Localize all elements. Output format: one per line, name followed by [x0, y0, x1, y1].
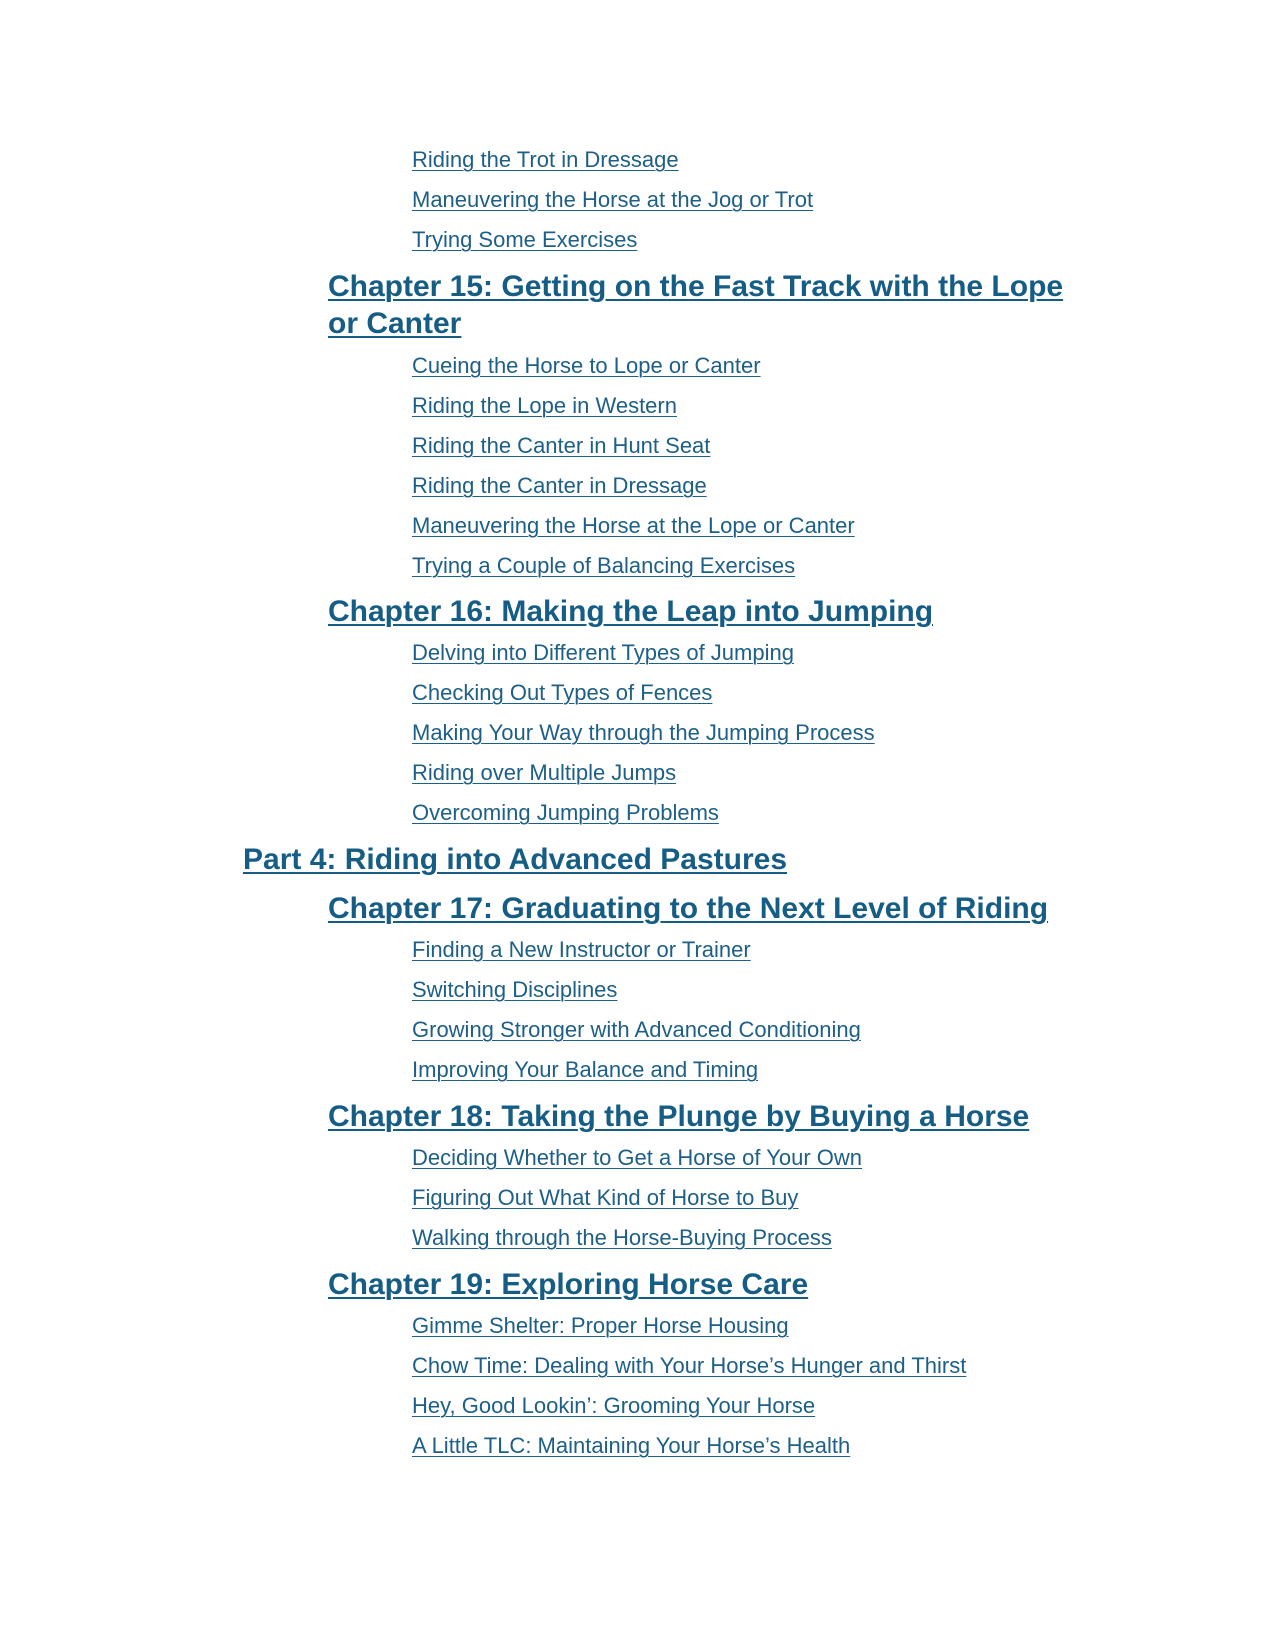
toc-section-link[interactable]: Riding the Canter in Dressage [412, 473, 707, 498]
toc-section-link[interactable]: Riding over Multiple Jumps [412, 760, 677, 785]
toc-section-link[interactable]: Walking through the Horse-Buying Process [412, 1225, 832, 1250]
toc-section-link[interactable]: Cueing the Horse to Lope or Canter [412, 353, 761, 378]
toc-section-link[interactable]: Delving into Different Types of Jumping [412, 640, 794, 665]
toc-section-link[interactable]: Checking Out Types of Fences [412, 680, 713, 705]
toc-section-link[interactable]: Maneuvering the Horse at the Lope or Canter [412, 513, 855, 538]
toc-section-link[interactable]: Improving Your Balance and Timing [412, 1057, 759, 1082]
toc-chapter-link-continued[interactable]: or Canter [328, 307, 462, 340]
toc-section-link[interactable]: Maneuvering the Horse at the Jog or Trot [412, 187, 814, 212]
toc-section-link[interactable]: Finding a New Instructor or Trainer [412, 937, 751, 962]
toc-section-link[interactable]: Trying a Couple of Balancing Exercises [412, 553, 796, 578]
toc-chapter-link[interactable]: Chapter 16: Making the Leap into Jumping [328, 595, 934, 628]
toc-section-link[interactable]: Riding the Canter in Hunt Seat [412, 433, 711, 458]
toc-section-link[interactable]: Riding the Lope in Western [412, 393, 677, 418]
toc-section-link[interactable]: Chow Time: Dealing with Your Horse’s Hunger and Thirst [412, 1353, 967, 1378]
toc-section-link[interactable]: Switching Disciplines [412, 977, 618, 1002]
toc-section-link[interactable]: Making Your Way through the Jumping Process [412, 720, 875, 745]
toc-chapter-link[interactable]: Chapter 19: Exploring Horse Care [328, 1268, 809, 1301]
toc-chapter-link[interactable]: Chapter 17: Graduating to the Next Level of Riding [328, 892, 1049, 925]
toc-chapter-link[interactable]: Chapter 18: Taking the Plunge by Buying a Horse [328, 1100, 1030, 1133]
toc-section-link[interactable]: Riding the Trot in Dressage [412, 147, 679, 172]
toc-section-link[interactable]: Growing Stronger with Advanced Conditioning [412, 1017, 861, 1042]
toc-section-link[interactable]: Trying Some Exercises [412, 227, 638, 252]
toc-section-link[interactable]: Deciding Whether to Get a Horse of Your Own [412, 1145, 863, 1170]
toc-section-link[interactable]: Gimme Shelter: Proper Horse Housing [412, 1313, 789, 1338]
toc-chapter-link[interactable]: Chapter 15: Getting on the Fast Track with the Lope [328, 270, 1064, 303]
toc-section-link[interactable]: Figuring Out What Kind of Horse to Buy [412, 1185, 799, 1210]
toc-section-link[interactable]: A Little TLC: Maintaining Your Horse’s Health [412, 1433, 851, 1458]
toc-section-link[interactable]: Hey, Good Lookin’: Grooming Your Horse [412, 1393, 816, 1418]
toc-section-link[interactable]: Overcoming Jumping Problems [412, 800, 719, 825]
toc-part-link[interactable]: Part 4: Riding into Advanced Pastures [243, 843, 787, 876]
